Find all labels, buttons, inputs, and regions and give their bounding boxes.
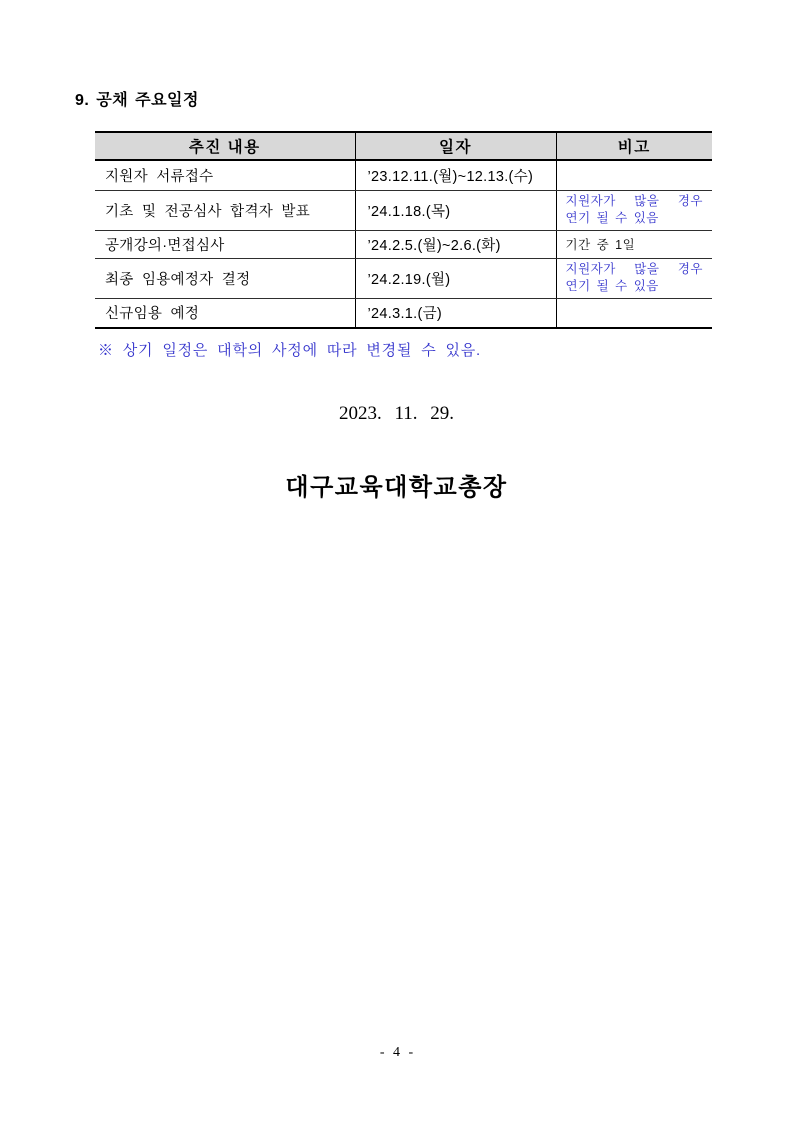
- col-header-date: 일자: [355, 132, 556, 160]
- table-row: [95, 258, 712, 298]
- remark-text: 지원자가 많을 경우 연기 될 수 있음: [565, 193, 703, 225]
- table-row: [95, 230, 712, 258]
- page-number: - 4 -: [379, 1045, 414, 1060]
- cell-remark: [556, 160, 712, 190]
- cell-content: 기초 및 전공심사 합격자 발표: [95, 190, 355, 230]
- cell-remark: [556, 298, 712, 328]
- col-header-content: 추진 내용: [95, 132, 355, 160]
- issuer-signature: 대구교육대학교총장: [285, 474, 508, 501]
- cell-date: ’24.2.5.(월)~2.6.(화): [355, 230, 556, 258]
- schedule-change-note: ※ 상기 일정은 대학의 사정에 따라 변경될 수 있음.: [98, 342, 482, 359]
- cell-content: 공개강의·면접심사: [95, 230, 355, 258]
- section-heading: 9. 공채 주요일정: [75, 92, 199, 109]
- cell-date: ’24.2.19.(월): [355, 258, 556, 298]
- cell-date: ’24.1.18.(목): [355, 190, 556, 230]
- document-date: 2023. 11. 29.: [338, 403, 455, 424]
- table-header-row: [95, 132, 712, 160]
- schedule-table: [95, 131, 712, 329]
- cell-remark: [556, 190, 712, 230]
- table-row: [95, 298, 712, 328]
- cell-remark: [556, 258, 712, 298]
- remark-text: 기간 중 1일: [565, 238, 636, 252]
- cell-date: ’24.3.1.(금): [355, 298, 556, 328]
- table-row: [95, 190, 712, 230]
- cell-content: 신규임용 예정: [95, 298, 355, 328]
- cell-content: 최종 임용예정자 결정: [95, 258, 355, 298]
- col-header-remark: 비고: [556, 132, 712, 160]
- cell-date: ’23.12.11.(월)~12.13.(수): [355, 160, 556, 190]
- table-row: [95, 160, 712, 190]
- remark-text: 지원자가 많을 경우 연기 될 수 있음: [565, 261, 703, 293]
- cell-remark: [556, 230, 712, 258]
- cell-content: 지원자 서류접수: [95, 160, 355, 190]
